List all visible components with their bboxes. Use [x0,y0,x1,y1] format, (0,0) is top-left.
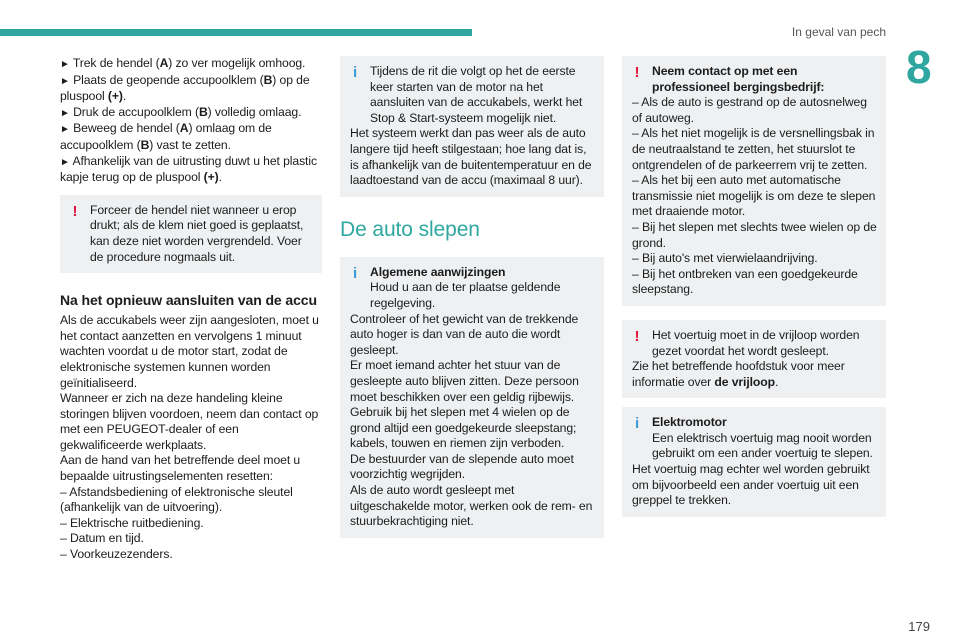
info-box-stop-start [340,56,604,197]
info-text: Tijdens de rit die volgt op het de eerste keer starten van de motor na het aansluiten van de accukabels, werkt het Stop & Start-systeem mogelijk niet. [370,64,583,125]
list-item: – Als het bij een auto met automatische transmissie niet mogelijk is om deze te slepen met draaiende motor. [632,173,876,219]
info-text: Houd u aan de ter plaatse geldende regelgeving. [370,280,561,310]
paragraph: Aan de hand van het betreffende deel moet u bepaalde uitrustingselementen resetten: [60,453,301,484]
list-item: – Bij het slepen met slechts twee wielen op de grond. [632,219,877,250]
step-1: ► Trek de hendel (A) zo ver mogelijk omhoog. [60,56,306,70]
section-title: In geval van pech [791,25,886,39]
warning-box-freewheel [622,320,886,398]
warning-exclamation-icon: ! [634,64,640,81]
paragraph: Wanneer er zich na deze handeling kleine storingen blijven voordoen, neem dan contact op met een PEUGEOT-dealer of een gekwalificeerde werkplaats. [60,391,319,452]
info-box-electric [622,407,886,517]
page-section-title: De auto slepen [340,217,480,241]
list-item: – Elektrische ruitbediening. [60,515,204,530]
page-number: 179 [908,619,930,634]
info-icon: i [634,415,640,433]
section-body [60,313,322,563]
info-icon: i [352,64,358,81]
warning-box-professional [622,56,886,306]
warning-text: Het voertuig moet in de vrijloop worden gezet voordat het wordt gesleept. [652,327,860,358]
paragraph: Als de accukabels weer zijn aangesloten, moet u het contact aanzetten en vervolgens 1 minuut wachten voordat u de motor start, zodat de elektronische systemen kunnen worden geïnitialiseerd. [60,313,319,390]
arrow-right-icon: ► [60,59,70,70]
info-text: Een elektrisch voertuig mag nooit worden gebruikt om een ander voertuig te slepen. [652,430,873,461]
info-box-towing [340,257,604,538]
column-1 [60,56,322,563]
info-text: Er moet iemand achter het stuur van de gesleepte auto blijven zitten. Deze persoon moet beschikken over een geldig rijbewijs. [350,358,579,404]
list-item: – Als het niet mogelijk is de versnellingsbak in de neutraalstand te zetten, het stuurslot te ontgrendelen of de parkeerrem vrij te zetten. [632,126,875,172]
warning-text: Zie het betreffende hoofdstuk voor meer informatie over de vrijloop. [632,359,845,389]
list-item: – Als de auto is gestrand op de autosnelweg of autoweg. [632,95,867,125]
column-3 [622,56,886,517]
info-icon: i [352,264,358,282]
chapter-number: 8 [906,41,932,93]
list-item: – Datum en tijd. [60,531,144,546]
arrow-right-icon: ► [60,107,70,119]
warning-exclamation-icon: ! [72,202,78,220]
list-item: – Voorkeuzezenders. [60,547,173,562]
list-item: – Bij auto's met vierwielaandrijving. [632,251,818,266]
warning-box [60,195,322,273]
info-box-title: Elektromotor [652,415,727,430]
arrow-right-icon: ► [60,75,70,87]
warning-title: Neem contact op met een professioneel bergingsbedrijf: [652,64,825,94]
step-4: ► Beweeg de hendel (A) omlaag om de accupoolklem (B) vast te zetten. [60,121,272,152]
info-text: Controleer of het gewicht van de trekkende auto hoger is dan van de auto die wordt gesleept. [350,311,579,357]
info-text: De bestuurder van de slepende auto moet voorzichtig wegrijden. [350,451,574,482]
section-heading: Na het opnieuw aansluiten van de accu [60,292,317,309]
list-item: – Afstandsbediening of elektronische sleutel (afhankelijk van de uitvoering). [60,484,293,515]
warning-text: Forceer de hendel niet wanneer u erop drukt; als de klem niet goed is geplaatst, kan deze niet worden vergrendeld. Voer de procedure nogmaals uit. [90,202,304,264]
info-text: Het systeem werkt dan pas weer als de auto langere tijd heeft stilgestaan; hoe lang dat is, is afhankelijk van de buitentemperatuur en de laadtoestand van de accu (maximaal 8 uur). [350,126,592,188]
info-text: Gebruik bij het slepen met 4 wielen op de grond altijd een goedgekeurde sleepstang; kabels, touwen en riemen zijn verboden. [350,405,577,451]
arrow-right-icon: ► [60,156,70,168]
info-box-title: Algemene aanwijzingen [370,264,506,279]
list-item: – Bij het ontbreken van een goedgekeurde sleepstang. [632,266,858,297]
info-text: Als de auto wordt gesleept met uitgeschakelde motor, werken ook de rem- en stuurbekrachtiging niet. [350,483,593,529]
warning-exclamation-icon: ! [634,327,640,345]
column-2 [340,56,604,538]
step-2: ► Plaats de geopende accupoolklem (B) op de pluspool (+). [60,72,310,104]
steps-list [60,56,322,186]
step-5: ► Afhankelijk van de uitrusting duwt u het plastic kapje terug op de pluspool (+). [60,153,317,185]
step-3: ► Druk de accupoolklem (B) volledig omlaag. [60,104,302,119]
arrow-right-icon: ► [60,124,70,136]
info-text: Het voertuig mag echter wel worden gebruikt om bijvoorbeeld een ander voertuig uit een greppel te trekken. [632,462,870,508]
header-accent-bar [0,29,472,36]
